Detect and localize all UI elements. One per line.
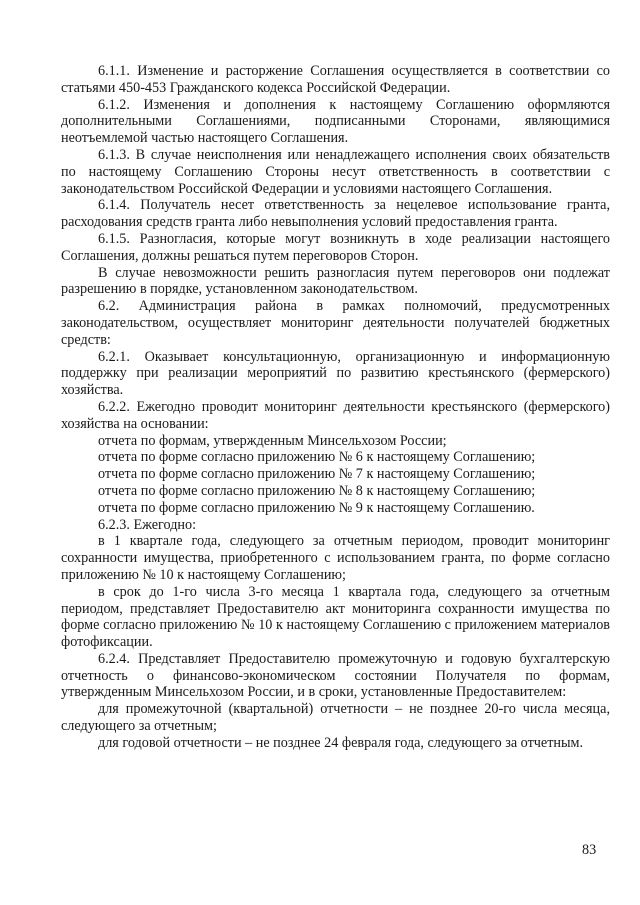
- list-item-report-minselkhoz: отчета по формам, утвержденным Минсельхозом России;: [98, 432, 447, 449]
- list-item-report-appendix-7: отчета по форме согласно приложению № 7 к настоящему Соглашению;: [98, 466, 536, 483]
- paragraph-disagreements: В случае невозможности решить разногласия путем переговоров они подлежат разрешению в порядке, установленном законодательством.: [61, 264, 610, 298]
- list-item-report-appendix-6: отчета по форме согласно приложению № 6 к настоящему Соглашению;: [98, 449, 536, 466]
- paragraph-monitoring-q1: в 1 квартале года, следующего за отчетным периодом, проводит мониторинг сохранности имущества, приобретенного с использованием гранта, по форме согласно приложению № 10 к настоящему Соглашению;: [61, 533, 610, 583]
- paragraph-6-1-2: 6.1.2. Изменения и дополнения к настоящему Соглашению оформляются дополнительными Соглашениями, подписанными Сторонами, являющимися неотъемлемой частью настоящего Соглашения.: [61, 96, 610, 147]
- page-number: 83: [582, 842, 597, 858]
- list-item-report-appendix-9: отчета по форме согласно приложению № 9 к настоящему Соглашению.: [98, 499, 535, 516]
- list-item-report-appendix-8: отчета по форме согласно приложению № 8 к настоящему Соглашению;: [98, 482, 536, 499]
- paragraph-6-2: 6.2. Администрация района в рамках полномочий, предусмотренных законодательством, осуществляет мониторинг деятельности получателей бюджетных средств:: [61, 298, 610, 348]
- paragraph-6-2-1: 6.2.1. Оказывает консультационную, организационную и информационную поддержку при реализации мероприятий по развитию крестьянского (фермерского) хозяйства.: [61, 348, 610, 399]
- paragraph-6-2-4: 6.2.4. Представляет Предоставителю промежуточную и годовую бухгалтерскую отчетность о финансово-экономическом состоянии Получателя по формам, утвержденным Минсельхозом России, и в сроки, установленные Предоставителем:: [61, 650, 610, 701]
- paragraph-6-2-2: 6.2.2. Ежегодно проводит мониторинг деятельности крестьянского (фермерского) хозяйства на основании:: [61, 398, 610, 432]
- paragraph-6-1-3: 6.1.3. В случае неисполнения или ненадлежащего исполнения своих обязательств по настоящему Соглашению Стороны несут ответственность в соответствии с законодательством Российской Федерации и условиями настоящего Соглашения.: [61, 146, 610, 197]
- document-body: [61, 63, 610, 752]
- paragraph-monitoring-act: в срок до 1-го числа 3-го месяца 1 квартала года, следующего за отчетным периодом, представляет Предоставителю акт мониторинга сохранности имущества по форме согласно приложению № 10 к настоящему Соглашению с приложением материалов фотофиксации.: [61, 583, 610, 651]
- paragraph-annual-reporting: для годовой отчетности – не позднее 24 февраля года, следующего за отчетным.: [98, 734, 584, 751]
- paragraph-6-1-1: 6.1.1. Изменение и расторжение Соглашения осуществляется в соответствии со статьями 450-453 Гражданского кодекса Российской Федерации.: [61, 63, 610, 96]
- paragraph-quarterly-reporting: для промежуточной (квартальной) отчетности – не позднее 20-го числа месяца, следующего за отчетным;: [61, 701, 610, 735]
- paragraph-6-2-3: 6.2.3. Ежегодно:: [98, 516, 197, 533]
- paragraph-6-1-4: 6.1.4. Получатель несет ответственность за нецелевое использование гранта, расходования средств гранта либо невыполнения условий предоставления гранта.: [61, 197, 610, 231]
- paragraph-6-1-5: 6.1.5. Разногласия, которые могут возникнуть в ходе реализации настоящего Соглашения, должны решаться путем переговоров Сторон.: [61, 230, 610, 264]
